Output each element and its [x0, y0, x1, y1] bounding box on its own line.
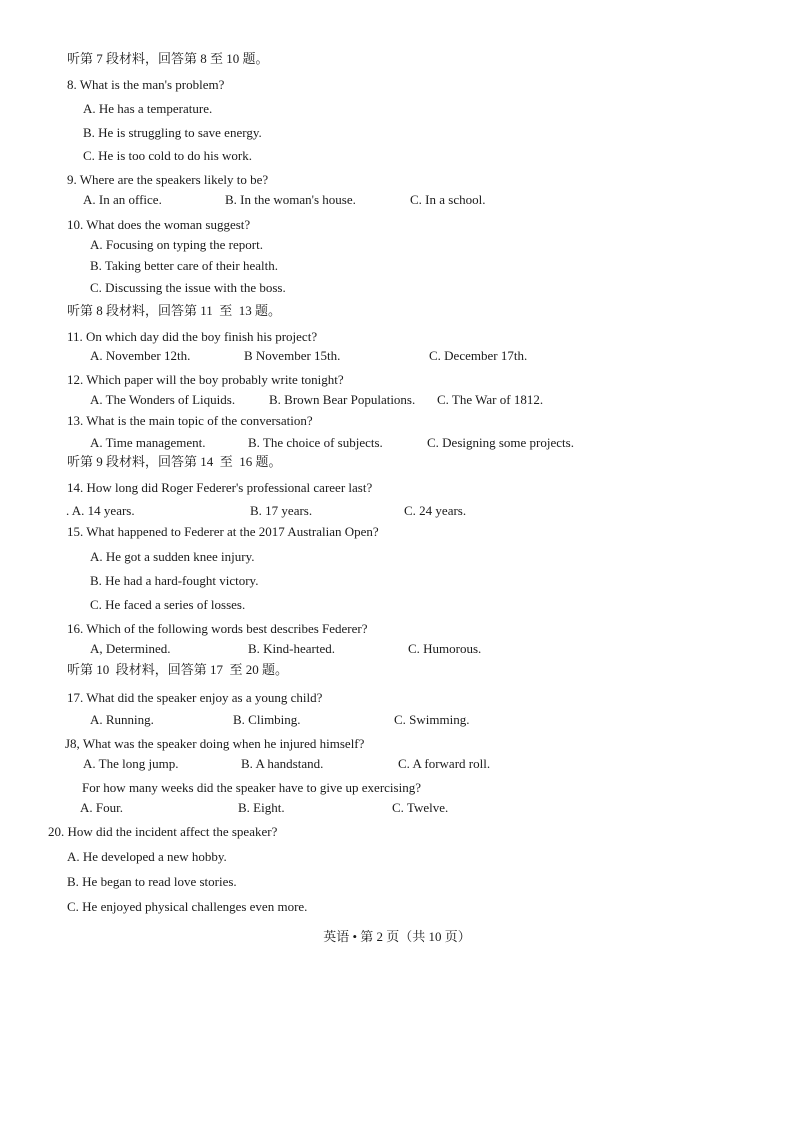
question-stem: 9. Where are the speakers likely to be?	[67, 172, 269, 187]
answer-option: C. He faced a series of losses.	[90, 597, 246, 612]
question-stem: 10. What does the woman suggest?	[67, 217, 251, 232]
answer-option: A. The long jump.	[83, 756, 179, 771]
question-stem: 12. Which paper will the boy probably write tonight?	[67, 372, 344, 387]
answer-option: C. In a school.	[410, 192, 486, 207]
answer-option: B. 17 years.	[250, 503, 313, 518]
answer-option: A. In an office.	[83, 192, 162, 207]
answer-option: A. He developed a new hobby.	[67, 849, 227, 864]
answer-option: B. He began to read love stories.	[67, 874, 237, 889]
question-stem: 16. Which of the following words best describes Federer?	[67, 621, 368, 636]
section-heading: 听第 8 段材料，回答第 11 至 13 题。	[67, 303, 282, 318]
answer-option: C. December 17th.	[429, 348, 528, 363]
answer-option: C. Swimming.	[394, 712, 470, 727]
answer-option: B November 15th.	[244, 348, 341, 363]
question-stem: 17. What did the speaker enjoy as a young child?	[67, 690, 323, 705]
page-footer: 英语 • 第 2 页（共 10 页）	[323, 929, 471, 944]
question-stem: For how many weeks did the speaker have to give up exercising?	[82, 780, 421, 795]
answer-option: B. Climbing.	[233, 712, 301, 727]
answer-option: B. Brown Bear Populations.	[269, 392, 416, 407]
answer-option: A. November 12th.	[90, 348, 191, 363]
answer-option: B. Eight.	[238, 800, 285, 815]
answer-option: . A. 14 years.	[66, 503, 135, 518]
answer-option: A. He has a temperature.	[83, 101, 213, 116]
answer-option: B. In the woman's house.	[225, 192, 356, 207]
answer-option: A. He got a sudden knee injury.	[90, 549, 255, 564]
answer-option: B. The choice of subjects.	[248, 435, 383, 450]
answer-option: C. Humorous.	[408, 641, 482, 656]
answer-option: A. Focusing on typing the report.	[90, 237, 263, 252]
answer-option: B. A handstand.	[241, 756, 324, 771]
question-stem: 11. On which day did the boy finish his project?	[67, 329, 318, 344]
answer-option: C. The War of 1812.	[437, 392, 544, 407]
section-heading: 听第 7 段材料，回答第 8 至 10 题。	[67, 51, 269, 66]
question-stem: 14. How long did Roger Federer's professional career last?	[67, 480, 373, 495]
question-stem: 20. How did the incident affect the speaker?	[48, 824, 278, 839]
answer-option: B. He is struggling to save energy.	[83, 125, 262, 140]
answer-option: C. Twelve.	[392, 800, 449, 815]
answer-option: B. Taking better care of their health.	[90, 258, 278, 273]
answer-option: A. The Wonders of Liquids.	[90, 392, 236, 407]
section-heading: 听第 10 段材料，回答第 17 至 20 题。	[67, 662, 289, 677]
answer-option: A. Time management.	[90, 435, 206, 450]
section-heading: 听第 9 段材料，回答第 14 至 16 题。	[67, 454, 282, 469]
answer-option: A. Four.	[80, 800, 123, 815]
answer-option: B. Kind-hearted.	[248, 641, 336, 656]
question-stem: J8, What was the speaker doing when he injured himself?	[65, 736, 365, 751]
answer-option: B. He had a hard-fought victory.	[90, 573, 259, 588]
answer-option: C. He enjoyed physical challenges even more.	[67, 899, 308, 914]
answer-option: C. A forward roll.	[398, 756, 491, 771]
question-stem: 13. What is the main topic of the conversation?	[67, 413, 313, 428]
question-stem: 15. What happened to Federer at the 2017 Australian Open?	[67, 524, 379, 539]
answer-option: C. Discussing the issue with the boss.	[90, 280, 286, 295]
answer-option: C. Designing some projects.	[427, 435, 574, 450]
question-stem: 8. What is the man's problem?	[67, 77, 225, 92]
answer-option: C. He is too cold to do his work.	[83, 148, 252, 163]
answer-option: A, Determined.	[90, 641, 171, 656]
answer-option: C. 24 years.	[404, 503, 467, 518]
answer-option: A. Running.	[90, 712, 154, 727]
